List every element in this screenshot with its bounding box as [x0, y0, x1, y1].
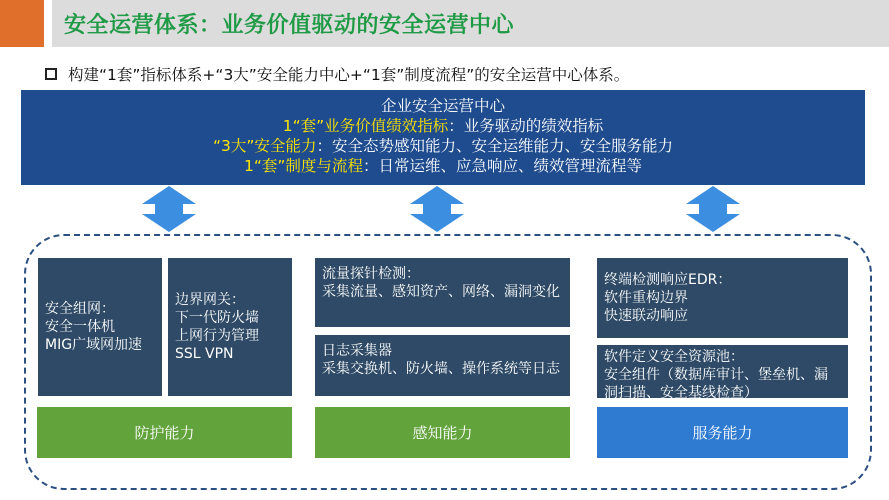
edr-item: 软件重构边界	[604, 290, 688, 306]
secure-networking-item: MIG广域网加速	[45, 337, 143, 353]
border-gateway-item: 下一代防火墙	[175, 310, 259, 326]
sdsec-resource-pool-title: 软件定义安全资源池：	[604, 349, 744, 365]
edr-box	[597, 258, 848, 338]
border-gateway-box	[168, 258, 292, 396]
banner-line-metrics-text: ：业务驱动的绩效指标	[448, 117, 604, 135]
perception-capability-label	[315, 407, 570, 458]
banner-title: 企业安全运营中心	[380, 97, 505, 115]
banner-line-process	[21, 156, 865, 176]
page-title: 安全运营体系：业务价值驱动的安全运营中心	[64, 13, 515, 38]
bullet-text: 构建“1套”指标体系+“3大”安全能力中心+“1套”制度流程”的安全运营中心体系。	[68, 66, 630, 84]
double-arrow-icon-right	[686, 186, 740, 232]
banner-line-process-text: ：日常运维、应急响应、绩效管理流程等	[362, 157, 642, 175]
title-accent-bar	[0, 0, 44, 47]
banner-line-capabilities	[21, 136, 865, 156]
border-gateway-item: 上网行为管理	[175, 328, 259, 344]
traffic-probe-box	[315, 258, 570, 327]
banner-line-process-highlight: 1“套”制度与流程	[244, 157, 363, 175]
secure-networking-box	[38, 258, 162, 396]
edr-item: 快速联动响应	[604, 308, 688, 324]
secure-networking-item: 安全一体机	[45, 319, 115, 335]
border-gateway-title: 边界网关：	[175, 292, 245, 308]
bullet-square-icon	[45, 68, 57, 80]
service-capability-label	[597, 407, 848, 458]
perception-capability-text: 感知能力	[412, 424, 473, 442]
log-collector-desc: 采集交换机、防火墙、操作系统等日志	[322, 361, 560, 377]
sdsec-resource-pool-desc: 安全组件（数据库审计、堡垒机、漏洞扫描、安全基线检查）	[604, 367, 828, 401]
banner-line-metrics-highlight: 1“套”业务价值绩效指标	[282, 117, 449, 135]
security-operations-center-banner	[21, 90, 865, 185]
protection-capability-label	[37, 407, 292, 458]
banner-line-capabilities-text: ：安全态势感知能力、安全运维能力、安全服务能力	[316, 137, 673, 155]
log-collector-title: 日志采集器	[322, 343, 392, 359]
traffic-probe-title: 流量探针检测：	[322, 266, 420, 282]
protection-capability-text: 防护能力	[134, 424, 195, 442]
edr-title: 终端检测响应EDR：	[604, 272, 732, 288]
traffic-probe-desc: 采集流量、感知资产、网络、漏洞变化	[322, 284, 560, 300]
secure-networking-title: 安全组网：	[45, 301, 115, 317]
sdsec-resource-pool-box	[597, 345, 848, 401]
log-collector-box	[315, 335, 570, 396]
double-arrow-icon-center	[410, 186, 464, 232]
border-gateway-item: SSL VPN	[175, 346, 234, 362]
service-capability-text: 服务能力	[692, 424, 753, 442]
banner-line-metrics	[21, 116, 865, 136]
banner-line-capabilities-highlight: “3大”安全能力	[213, 137, 317, 155]
double-arrow-icon-left	[142, 186, 196, 232]
